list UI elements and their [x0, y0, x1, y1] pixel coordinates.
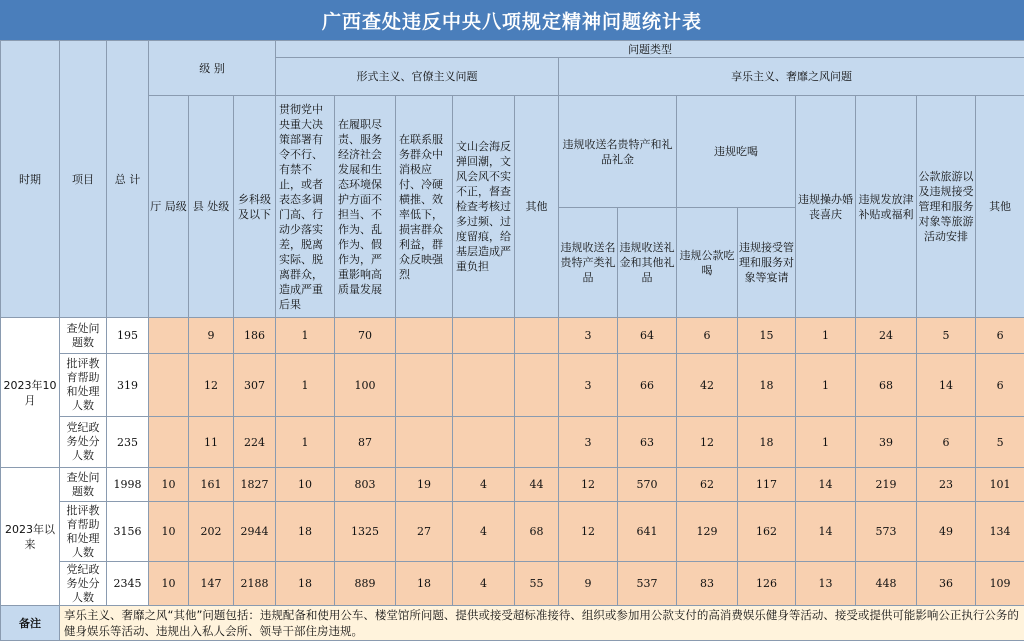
table-row [1, 417, 1024, 468]
cell-f4 [453, 354, 515, 417]
cell-f5 [515, 318, 559, 354]
cell-e2: 126 [738, 562, 796, 606]
header-subsidy: 违规发放津补贴或福利 [856, 96, 917, 318]
cell-f4: 4 [453, 468, 515, 502]
cell-g2: 66 [618, 354, 677, 417]
header-gift-1: 违规收送名贵特产类礼品 [559, 208, 618, 318]
cell-wed: 14 [796, 502, 856, 562]
cell-g2: 570 [618, 468, 677, 502]
cell-f4 [453, 417, 515, 468]
cell-g1: 3 [559, 417, 618, 468]
cell-f5: 44 [515, 468, 559, 502]
cell-f2: 889 [335, 562, 396, 606]
cell-xiang: 2944 [234, 502, 276, 562]
header-eat-2: 违规接受管理和服务对象等宴请 [738, 208, 796, 318]
cell-f2: 803 [335, 468, 396, 502]
item-label: 党纪政务处分人数 [60, 562, 107, 606]
cell-g2: 63 [618, 417, 677, 468]
header-formalism-1: 贯彻党中央重大决策部署有令不行、有禁不止，或者表态多调门高、行动少落实差，脱离实际、脱离群众，造成严重后果 [276, 96, 335, 318]
cell-sub: 573 [856, 502, 917, 562]
cell-other: 6 [976, 354, 1024, 417]
table-row [1, 354, 1024, 417]
cell-xian: 11 [189, 417, 234, 468]
period-label: 2023年10月 [1, 318, 60, 468]
cell-ting [149, 318, 189, 354]
cell-wed: 14 [796, 468, 856, 502]
cell-total: 195 [107, 318, 149, 354]
cell-other: 6 [976, 318, 1024, 354]
cell-f3 [396, 354, 453, 417]
cell-f1: 1 [276, 354, 335, 417]
header-formalism: 形式主义、官僚主义问题 [276, 58, 559, 96]
cell-e2: 15 [738, 318, 796, 354]
cell-g1: 9 [559, 562, 618, 606]
item-label: 查处问题数 [60, 318, 107, 354]
table-row [1, 562, 1024, 606]
cell-e2: 18 [738, 354, 796, 417]
cell-xiang: 224 [234, 417, 276, 468]
header-hedonism-other: 其他 [976, 96, 1024, 318]
cell-e1: 129 [677, 502, 738, 562]
cell-travel: 49 [917, 502, 976, 562]
cell-other: 134 [976, 502, 1024, 562]
table-row [1, 502, 1024, 562]
header-level: 级 别 [149, 41, 276, 96]
cell-f2: 87 [335, 417, 396, 468]
cell-wed: 1 [796, 318, 856, 354]
cell-f2: 100 [335, 354, 396, 417]
cell-e1: 62 [677, 468, 738, 502]
cell-wed: 13 [796, 562, 856, 606]
cell-travel: 6 [917, 417, 976, 468]
statistics-table [0, 40, 1024, 641]
cell-f1: 10 [276, 468, 335, 502]
cell-f4: 4 [453, 502, 515, 562]
cell-total: 1998 [107, 468, 149, 502]
header-level-xiang: 乡科级及以下 [234, 96, 276, 318]
cell-total: 235 [107, 417, 149, 468]
header-hedonism: 享乐主义、奢靡之风问题 [559, 58, 1024, 96]
cell-wed: 1 [796, 417, 856, 468]
cell-wed: 1 [796, 354, 856, 417]
header-gift-2: 违规收送礼金和其他礼品 [618, 208, 677, 318]
cell-e1: 12 [677, 417, 738, 468]
cell-xian: 202 [189, 502, 234, 562]
cell-xian: 161 [189, 468, 234, 502]
item-label: 批评教育帮助和处理人数 [60, 354, 107, 417]
header-item: 项目 [60, 41, 107, 318]
cell-xian: 12 [189, 354, 234, 417]
cell-travel: 23 [917, 468, 976, 502]
cell-f1: 1 [276, 318, 335, 354]
cell-xiang: 186 [234, 318, 276, 354]
cell-g2: 537 [618, 562, 677, 606]
note-label: 备注 [1, 606, 60, 641]
cell-other: 101 [976, 468, 1024, 502]
header-eat-1: 违规公款吃喝 [677, 208, 738, 318]
header-total: 总 计 [107, 41, 149, 318]
cell-ting [149, 354, 189, 417]
header-formalism-2: 在履职尽责、服务经济社会发展和生态环境保护方面不担当、不作为、乱作为、假作为，严重影响高质量发展 [335, 96, 396, 318]
item-label: 查处问题数 [60, 468, 107, 502]
cell-xiang: 307 [234, 354, 276, 417]
header-formalism-other: 其他 [515, 96, 559, 318]
cell-f5: 55 [515, 562, 559, 606]
item-label: 党纪政务处分人数 [60, 417, 107, 468]
cell-f4: 4 [453, 562, 515, 606]
cell-sub: 68 [856, 354, 917, 417]
cell-total: 319 [107, 354, 149, 417]
cell-f1: 18 [276, 562, 335, 606]
cell-ting: 10 [149, 468, 189, 502]
header-level-xian: 县 处级 [189, 96, 234, 318]
cell-f5 [515, 417, 559, 468]
cell-g1: 3 [559, 318, 618, 354]
cell-xian: 147 [189, 562, 234, 606]
cell-total: 2345 [107, 562, 149, 606]
cell-travel: 36 [917, 562, 976, 606]
cell-xiang: 1827 [234, 468, 276, 502]
cell-g2: 64 [618, 318, 677, 354]
cell-f1: 1 [276, 417, 335, 468]
cell-e1: 83 [677, 562, 738, 606]
header-travel: 公款旅游以及违规接受管理和服务对象等旅游活动安排 [917, 96, 976, 318]
header-gift: 违规收送名贵特产和礼品礼金 [559, 96, 677, 208]
header-problem-type: 问题类型 [276, 41, 1024, 58]
header-wedding: 违规操办婚丧喜庆 [796, 96, 856, 318]
cell-e1: 42 [677, 354, 738, 417]
cell-e2: 18 [738, 417, 796, 468]
cell-other: 109 [976, 562, 1024, 606]
cell-e2: 162 [738, 502, 796, 562]
cell-ting [149, 417, 189, 468]
cell-e1: 6 [677, 318, 738, 354]
cell-sub: 219 [856, 468, 917, 502]
cell-ting: 10 [149, 562, 189, 606]
cell-f2: 70 [335, 318, 396, 354]
cell-f5: 68 [515, 502, 559, 562]
header-formalism-3: 在联系服务群众中消极应付、冷硬横推、效率低下，损害群众利益，群众反映强烈 [396, 96, 453, 318]
table-row [1, 318, 1024, 354]
cell-f1: 18 [276, 502, 335, 562]
cell-g1: 12 [559, 502, 618, 562]
cell-g1: 3 [559, 354, 618, 417]
cell-f3: 18 [396, 562, 453, 606]
cell-sub: 24 [856, 318, 917, 354]
note-text: 享乐主义、奢靡之风“其他”问题包括：违规配备和使用公车、楼堂馆所问题、提供或接受超标准接待、组织或参加用公款支付的高消费娱乐健身等活动、接受或提供可能影响公正执行公务的健身娱乐等活动、违规出入私人会所、领导干部住房违规。 [60, 606, 1024, 641]
cell-total: 3156 [107, 502, 149, 562]
cell-f3 [396, 318, 453, 354]
cell-sub: 448 [856, 562, 917, 606]
cell-other: 5 [976, 417, 1024, 468]
period-label: 2023年以来 [1, 468, 60, 606]
cell-f2: 1325 [335, 502, 396, 562]
cell-f3: 27 [396, 502, 453, 562]
item-label: 批评教育帮助和处理人数 [60, 502, 107, 562]
header-level-ting: 厅 局级 [149, 96, 189, 318]
cell-xian: 9 [189, 318, 234, 354]
table-row [1, 468, 1024, 502]
header-eat: 违规吃喝 [677, 96, 796, 208]
cell-xiang: 2188 [234, 562, 276, 606]
cell-f3 [396, 417, 453, 468]
cell-g2: 641 [618, 502, 677, 562]
cell-f5 [515, 354, 559, 417]
header-formalism-4: 文山会海反弹回潮，文风会风不实不正，督查检查考核过多过频、过度留痕，给基层造成严重负担 [453, 96, 515, 318]
cell-ting: 10 [149, 502, 189, 562]
cell-g1: 12 [559, 468, 618, 502]
cell-f3: 19 [396, 468, 453, 502]
table-title: 广西查处违反中央八项规定精神问题统计表 [0, 0, 1024, 40]
cell-travel: 14 [917, 354, 976, 417]
cell-travel: 5 [917, 318, 976, 354]
cell-f4 [453, 318, 515, 354]
cell-e2: 117 [738, 468, 796, 502]
header-period: 时期 [1, 41, 60, 318]
cell-sub: 39 [856, 417, 917, 468]
